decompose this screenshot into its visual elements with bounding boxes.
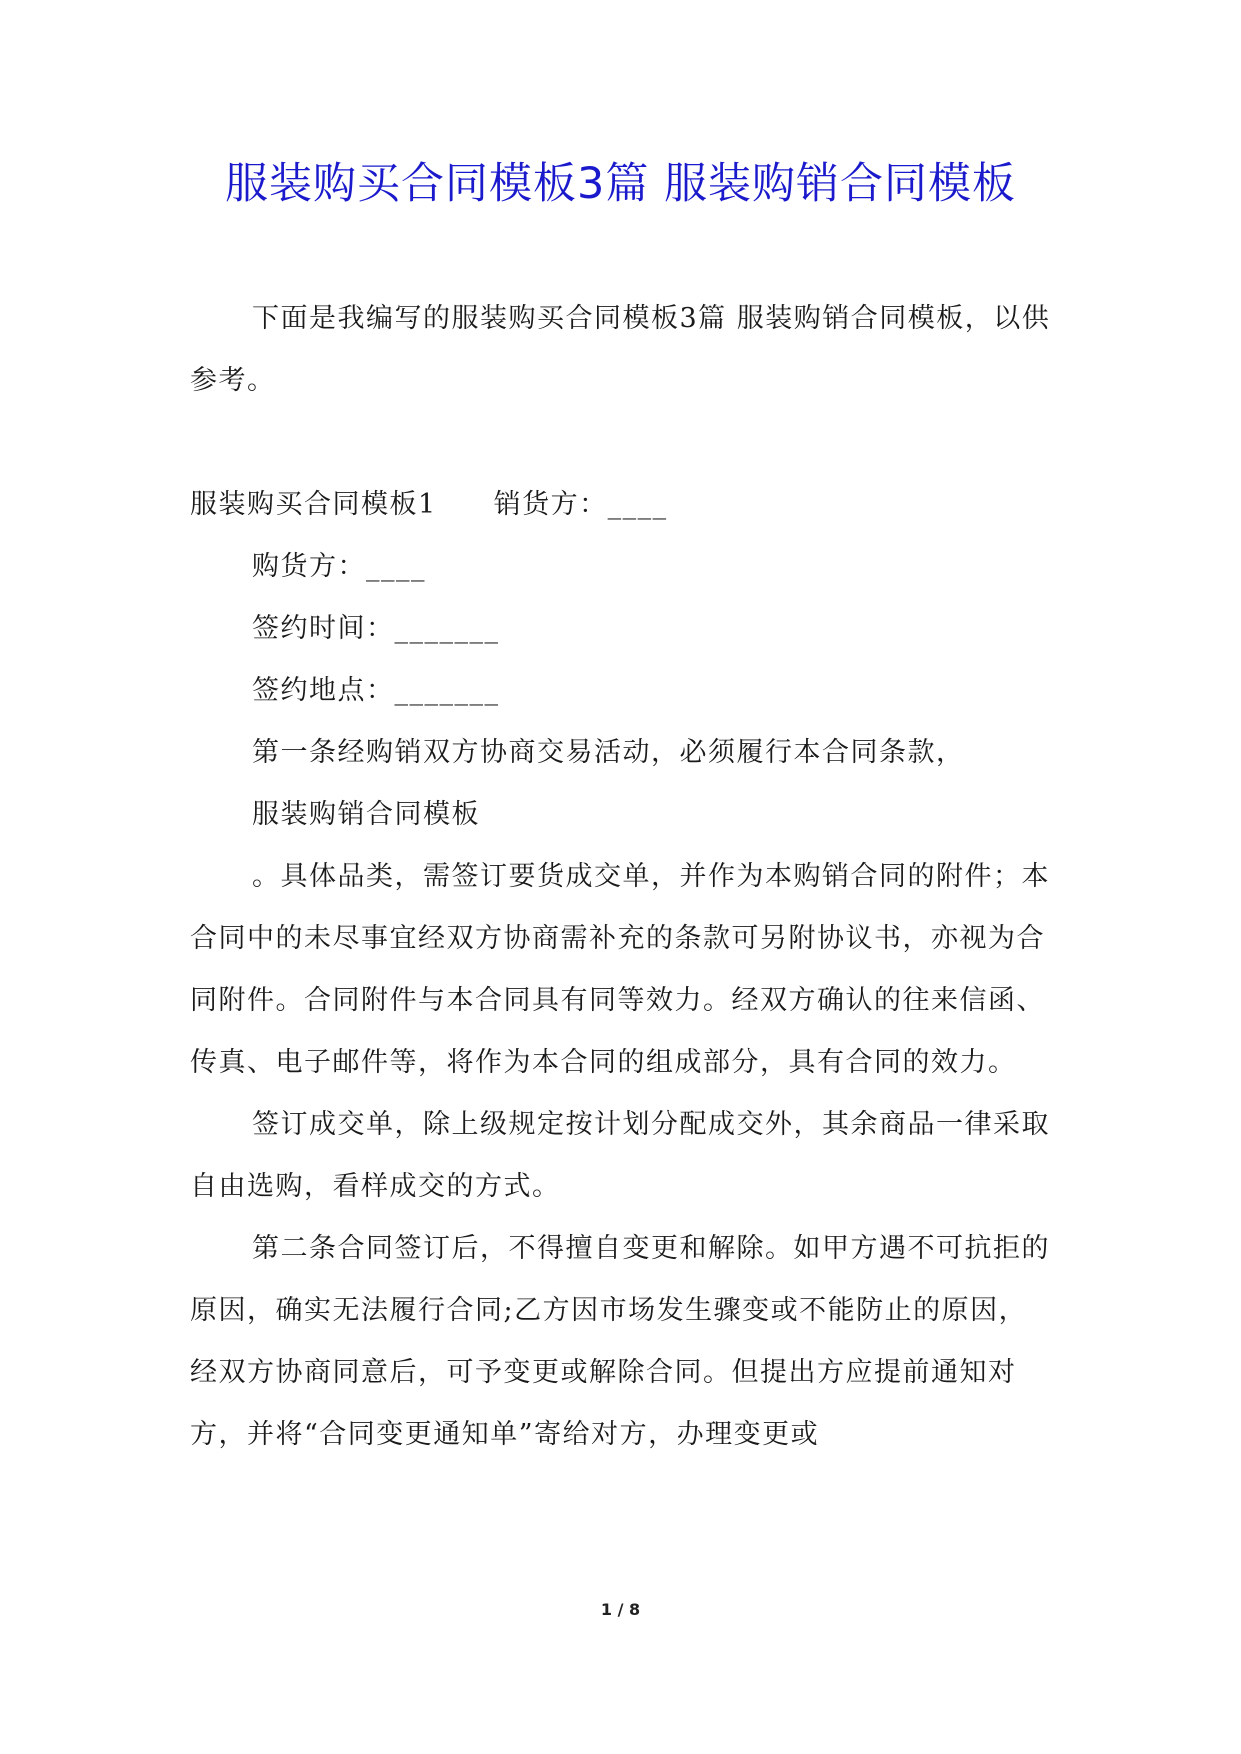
template-heading-seller: 服装购买合同模板1 销货方：____ <box>190 489 668 520</box>
article-1-paragraph: 第一条经购销双方协商交易活动，必须履行本合同条款， <box>252 737 965 768</box>
document-body <box>190 288 1052 1466</box>
document-title: 服装购买合同模板3篇 服装购销合同模板 <box>224 159 1017 209</box>
order-paragraph: 签订成交单，除上级规定按计划分配成交外，其余商品一律采取自由选购，看样成交的方式。 <box>190 1109 1050 1202</box>
attachments-paragraph: 。具体品类，需签订要货成交单，并作为本购销合同的附件；本合同中的未尽事宜经双方协商需补充的条款可另附协议书，亦视为合同附件。合同附件与本合同具有同等效力。经双方确认的往来信函、传真、电子邮件等，将作为本合同的组成部分，具有合同的效力。 <box>190 861 1050 1078</box>
page-number: 1 / 8 <box>600 1600 641 1619</box>
buyer-line: 购货方：____ <box>252 551 426 582</box>
inline-subtitle: 服装购销合同模板 <box>252 799 480 830</box>
signing-time-line: 签约时间：_______ <box>252 613 500 644</box>
intro-paragraph: 下面是我编写的服装购买合同模板3篇 服装购销合同模板，以供参考。 <box>190 303 1051 396</box>
signing-place-line: 签约地点：_______ <box>252 675 500 706</box>
article-2-paragraph: 第二条合同签订后，不得擅自变更和解除。如甲方遇不可抗拒的原因，确实无法履行合同;乙方因市场发生骤变或不能防止的原因，经双方协商同意后，可予变更或解除合同。但提出方应提前通知对方，并将“合同变更通知单”寄给对方，办理变更或 <box>190 1233 1050 1450</box>
